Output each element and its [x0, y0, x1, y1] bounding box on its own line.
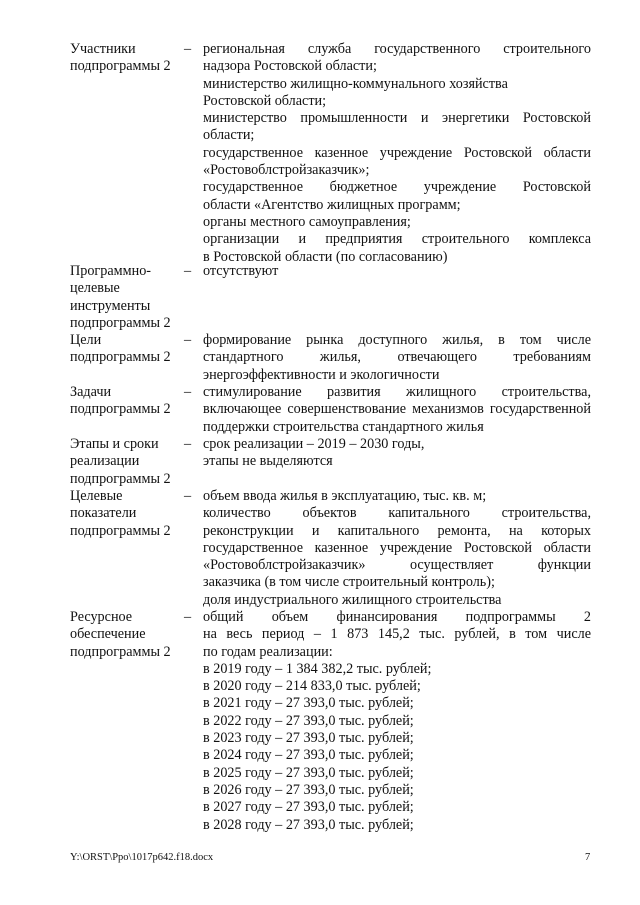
- row-label: [70, 436, 180, 488]
- row-label: [70, 263, 180, 332]
- content-line: Ростовской области;: [203, 92, 327, 109]
- content-line: «Ростовоблстройзаказчик»;: [203, 162, 370, 179]
- row-label-line: Ресурсное: [70, 609, 133, 625]
- content-line: отсутствуют: [203, 263, 279, 279]
- row-label-line: показатели: [70, 505, 137, 522]
- content-line: органы местного самоуправления;: [203, 213, 411, 230]
- row-content: [203, 332, 591, 384]
- content-line: области «Агентство жилищных программ;: [203, 196, 461, 213]
- row-dash: –: [184, 263, 192, 279]
- content-line: министерство жилищно-коммунального хозяйства: [203, 75, 508, 92]
- row-dash: –: [184, 384, 192, 400]
- row-label-line: обеспечение: [70, 626, 146, 643]
- content-line: по годам реализации:: [203, 643, 333, 660]
- row-label-line: целевые: [70, 280, 120, 297]
- content-line: государственное казенное учреждение Ростовской области: [203, 539, 591, 556]
- row-dash: –: [184, 436, 192, 452]
- row-label-line: инструменты: [70, 297, 151, 314]
- row-label-line: Этапы и сроки: [70, 436, 159, 452]
- content-line: заказчика (в том числе строительный контроль);: [203, 574, 495, 591]
- content-line: в 2019 году – 1 384 382,2 тыс. рублей;: [203, 660, 432, 677]
- row-label-line: Участники: [70, 41, 136, 57]
- row-label: [70, 609, 180, 661]
- content-line: формирование рынка доступного жилья, в том числе: [203, 332, 591, 348]
- footer-file-path: Y:\ORST\Ppo\1017p642.f18.docx: [70, 852, 214, 863]
- row-label-line: подпрограммы 2: [70, 470, 171, 487]
- content-line: в 2028 году – 27 393,0 тыс. рублей;: [203, 816, 414, 833]
- row-label: [70, 384, 180, 419]
- row-dash: –: [184, 488, 192, 504]
- row-label-line: реализации: [70, 453, 140, 470]
- row-dash: –: [184, 41, 192, 57]
- content-line: этапы не выделяются: [203, 453, 333, 470]
- content-line: включающее совершенствование механизмов государственной: [203, 401, 591, 418]
- row-dash: –: [184, 332, 192, 348]
- row-label-line: Цели: [70, 332, 102, 348]
- content-line: региональная служба государственного строительного: [203, 41, 591, 57]
- row-label: [70, 488, 180, 540]
- page-number: 7: [585, 852, 591, 863]
- row-label-line: подпрограммы 2: [70, 522, 171, 539]
- row-label-line: Задачи: [70, 384, 112, 400]
- content-line: общий объем финансирования подпрограммы 2: [203, 609, 591, 625]
- row-label-line: подпрограммы 2: [70, 349, 171, 366]
- content-line: в 2025 году – 27 393,0 тыс. рублей;: [203, 764, 414, 781]
- content-line: энергоэффективности и экологичности: [203, 366, 440, 383]
- row-dash: –: [184, 609, 192, 625]
- row-label-line: подпрограммы 2: [70, 58, 171, 75]
- content-line: количество объектов капитального строительства,: [203, 505, 591, 522]
- row-content: [203, 41, 591, 266]
- content-line: в 2021 году – 27 393,0 тыс. рублей;: [203, 695, 414, 712]
- row-content: [203, 609, 591, 834]
- row-content: [203, 263, 591, 280]
- content-line: в 2026 году – 27 393,0 тыс. рублей;: [203, 781, 414, 798]
- content-line: министерство промышленности и энергетики Ростовской: [203, 110, 591, 127]
- row-label-line: подпрограммы 2: [70, 314, 171, 331]
- content-line: объем ввода жилья в эксплуатацию, тыс. кв. м;: [203, 488, 487, 504]
- content-line: стимулирование развития жилищного строительства,: [203, 384, 591, 400]
- row-label-line: Целевые: [70, 488, 123, 504]
- row-label: [70, 41, 180, 76]
- row-label-line: подпрограммы 2: [70, 401, 171, 418]
- content-line: стандартного жилья, отвечающего требованиям: [203, 349, 591, 366]
- content-line: организации и предприятия строительного комплекса: [203, 231, 591, 248]
- content-line: в 2027 году – 27 393,0 тыс. рублей;: [203, 799, 414, 816]
- content-line: области;: [203, 127, 255, 144]
- content-line: реконструкции и капитального ремонта, на которых: [203, 522, 591, 539]
- content-line: государственное казенное учреждение Ростовской области: [203, 144, 591, 161]
- content-line: «Ростовоблстройзаказчик» осуществляет функции: [203, 557, 591, 574]
- content-line: надзора Ростовской области;: [203, 58, 377, 75]
- content-line: доля индустриального жилищного строительства: [203, 591, 502, 608]
- content-line: поддержки строительства стандартного жилья: [203, 418, 484, 435]
- row-label: [70, 332, 180, 367]
- content-line: в 2022 году – 27 393,0 тыс. рублей;: [203, 712, 414, 729]
- content-line: в 2024 году – 27 393,0 тыс. рублей;: [203, 747, 414, 764]
- content-line: в 2023 году – 27 393,0 тыс. рублей;: [203, 730, 414, 747]
- row-content: [203, 384, 591, 436]
- row-content: [203, 436, 591, 471]
- content-line: государственное бюджетное учреждение Ростовской: [203, 179, 591, 196]
- content-line: в 2020 году – 214 833,0 тыс. рублей;: [203, 678, 421, 695]
- content-line: на весь период – 1 873 145,2 тыс. рублей, в том числе: [203, 626, 591, 643]
- row-content: [203, 488, 591, 609]
- content-line: срок реализации – 2019 – 2030 годы,: [203, 436, 425, 452]
- row-label-line: подпрограммы 2: [70, 643, 171, 660]
- row-label-line: Программно-: [70, 263, 152, 279]
- content-line: в Ростовской области (по согласованию): [203, 248, 448, 265]
